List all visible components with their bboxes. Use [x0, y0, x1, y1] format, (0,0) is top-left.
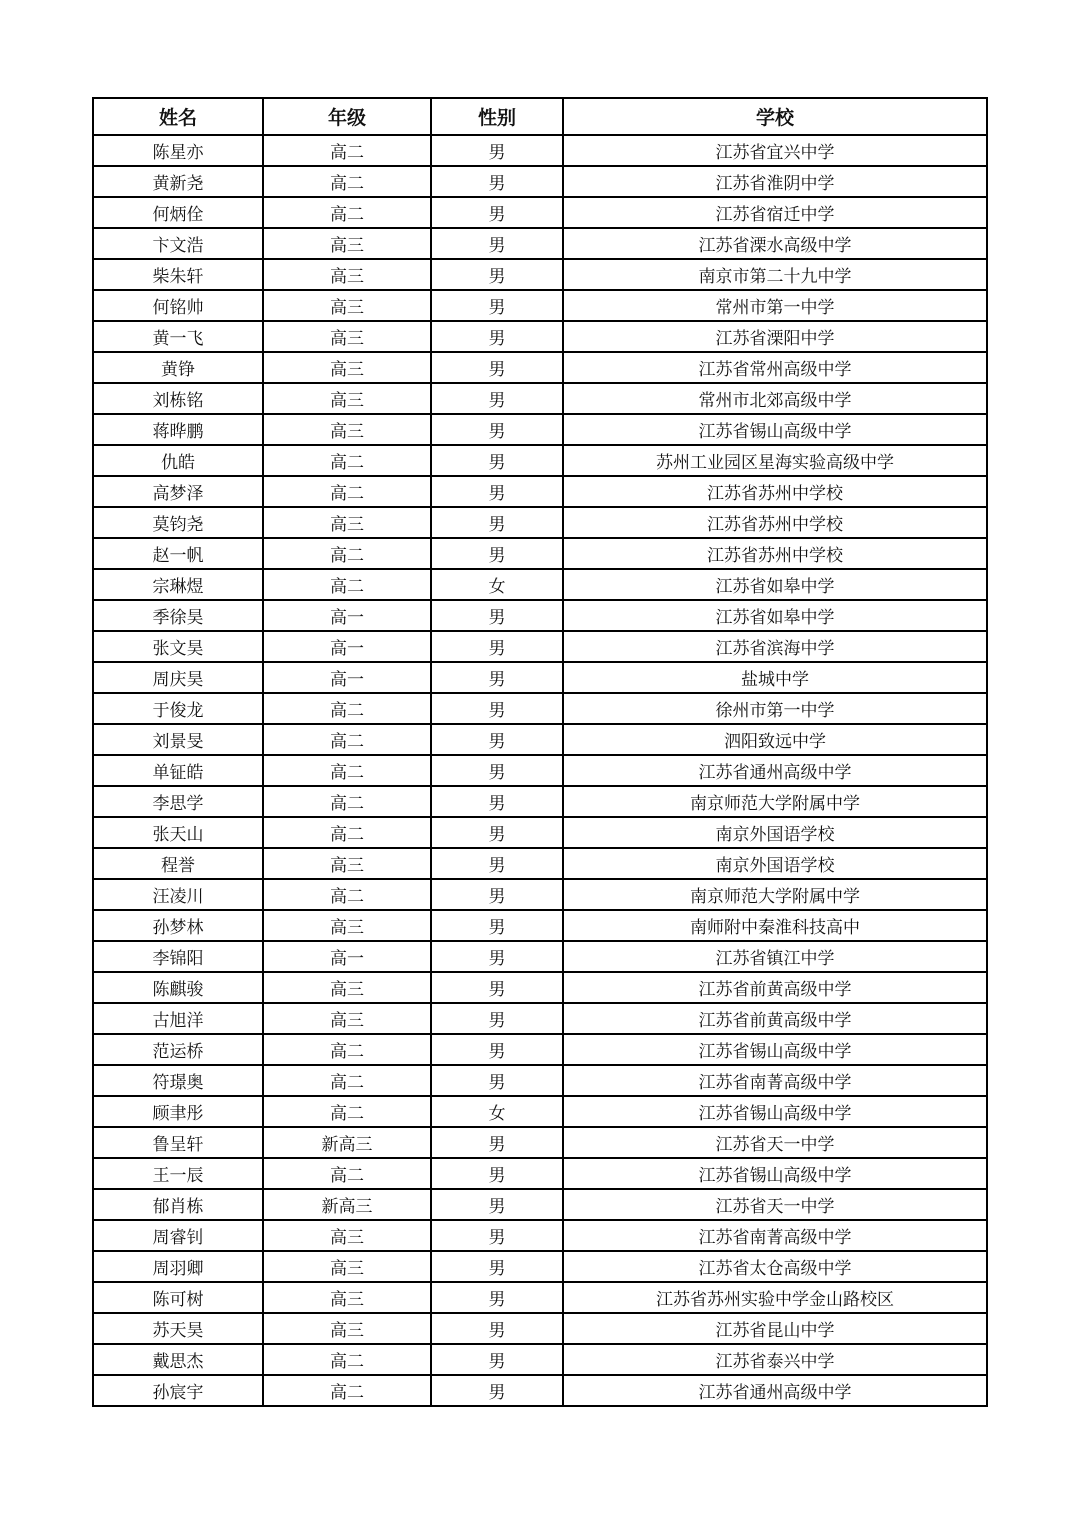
cell-name: 孙梦林 [93, 910, 263, 941]
cell-gender: 男 [431, 1375, 563, 1406]
cell-school: 江苏省锡山高级中学 [563, 1034, 987, 1065]
cell-name: 符璟奥 [93, 1065, 263, 1096]
table-row [93, 817, 987, 848]
student-roster-page [92, 97, 986, 1407]
cell-gender: 男 [431, 135, 563, 166]
cell-name: 周睿钊 [93, 1220, 263, 1251]
cell-grade: 高三 [263, 352, 431, 383]
cell-gender: 男 [431, 1189, 563, 1220]
cell-gender: 男 [431, 352, 563, 383]
cell-gender: 男 [431, 1282, 563, 1313]
cell-school: 南京外国语学校 [563, 848, 987, 879]
header-name: 姓名 [93, 98, 263, 135]
table-row [93, 848, 987, 879]
cell-name: 蒋晔鹏 [93, 414, 263, 445]
cell-school: 南京市第二十九中学 [563, 259, 987, 290]
cell-school: 南京师范大学附属中学 [563, 879, 987, 910]
table-row [93, 631, 987, 662]
cell-gender: 男 [431, 1313, 563, 1344]
table-row [93, 1003, 987, 1034]
table-row [93, 1158, 987, 1189]
cell-grade: 高一 [263, 662, 431, 693]
cell-gender: 男 [431, 445, 563, 476]
cell-grade: 高三 [263, 290, 431, 321]
cell-name: 单钲皓 [93, 755, 263, 786]
cell-grade: 高二 [263, 817, 431, 848]
cell-school: 泗阳致远中学 [563, 724, 987, 755]
cell-name: 李思学 [93, 786, 263, 817]
cell-name: 刘景旻 [93, 724, 263, 755]
cell-grade: 高二 [263, 538, 431, 569]
table-row [93, 290, 987, 321]
cell-gender: 男 [431, 197, 563, 228]
cell-grade: 高三 [263, 383, 431, 414]
cell-school: 常州市北郊高级中学 [563, 383, 987, 414]
table-row [93, 321, 987, 352]
cell-school: 江苏省太仓高级中学 [563, 1251, 987, 1282]
cell-school: 江苏省通州高级中学 [563, 1375, 987, 1406]
cell-gender: 男 [431, 1220, 563, 1251]
table-row [93, 600, 987, 631]
cell-name: 宗琳煜 [93, 569, 263, 600]
cell-gender: 男 [431, 1065, 563, 1096]
table-row [93, 166, 987, 197]
cell-gender: 男 [431, 1251, 563, 1282]
cell-grade: 高三 [263, 228, 431, 259]
cell-name: 季徐昊 [93, 600, 263, 631]
cell-grade: 高二 [263, 1158, 431, 1189]
cell-school: 江苏省宜兴中学 [563, 135, 987, 166]
table-row [93, 352, 987, 383]
cell-grade: 高二 [263, 1034, 431, 1065]
cell-grade: 高二 [263, 786, 431, 817]
cell-school: 江苏省溧水高级中学 [563, 228, 987, 259]
table-row [93, 879, 987, 910]
cell-school: 江苏省苏州中学校 [563, 507, 987, 538]
table-row [93, 197, 987, 228]
cell-school: 江苏省南菁高级中学 [563, 1065, 987, 1096]
table-row [93, 755, 987, 786]
cell-name: 周庆昊 [93, 662, 263, 693]
table-row [93, 693, 987, 724]
cell-school: 江苏省天一中学 [563, 1189, 987, 1220]
cell-gender: 男 [431, 228, 563, 259]
cell-school: 江苏省如皋中学 [563, 569, 987, 600]
cell-grade: 高三 [263, 1251, 431, 1282]
cell-school: 江苏省常州高级中学 [563, 352, 987, 383]
cell-grade: 高三 [263, 259, 431, 290]
cell-school: 南京师范大学附属中学 [563, 786, 987, 817]
cell-school: 苏州工业园区星海实验高级中学 [563, 445, 987, 476]
cell-name: 古旭洋 [93, 1003, 263, 1034]
table-row [93, 786, 987, 817]
cell-grade: 高二 [263, 1096, 431, 1127]
cell-school: 江苏省前黄高级中学 [563, 1003, 987, 1034]
cell-grade: 新高三 [263, 1189, 431, 1220]
cell-school: 江苏省南菁高级中学 [563, 1220, 987, 1251]
cell-grade: 高二 [263, 445, 431, 476]
cell-gender: 男 [431, 538, 563, 569]
cell-gender: 男 [431, 1003, 563, 1034]
cell-name: 卞文浩 [93, 228, 263, 259]
table-row [93, 1313, 987, 1344]
cell-gender: 男 [431, 321, 563, 352]
cell-gender: 男 [431, 1344, 563, 1375]
cell-gender: 男 [431, 1034, 563, 1065]
cell-gender: 男 [431, 1158, 563, 1189]
table-header-row [93, 98, 987, 135]
cell-name: 张文昊 [93, 631, 263, 662]
table-row [93, 1251, 987, 1282]
cell-name: 何炳佺 [93, 197, 263, 228]
table-row [93, 662, 987, 693]
table-row [93, 1127, 987, 1158]
cell-name: 黄一飞 [93, 321, 263, 352]
cell-name: 赵一帆 [93, 538, 263, 569]
cell-grade: 高二 [263, 1344, 431, 1375]
cell-gender: 男 [431, 693, 563, 724]
table-row [93, 259, 987, 290]
cell-gender: 男 [431, 259, 563, 290]
cell-school: 江苏省通州高级中学 [563, 755, 987, 786]
cell-grade: 高三 [263, 972, 431, 1003]
cell-gender: 男 [431, 290, 563, 321]
cell-gender: 男 [431, 848, 563, 879]
cell-grade: 高三 [263, 848, 431, 879]
cell-grade: 高二 [263, 755, 431, 786]
cell-name: 黄新尧 [93, 166, 263, 197]
cell-school: 江苏省宿迁中学 [563, 197, 987, 228]
cell-grade: 高三 [263, 910, 431, 941]
cell-gender: 男 [431, 724, 563, 755]
cell-gender: 女 [431, 569, 563, 600]
cell-gender: 男 [431, 414, 563, 445]
table-row [93, 1189, 987, 1220]
cell-gender: 女 [431, 1096, 563, 1127]
cell-name: 鲁呈轩 [93, 1127, 263, 1158]
header-school: 学校 [563, 98, 987, 135]
table-row [93, 941, 987, 972]
cell-name: 何铭帅 [93, 290, 263, 321]
table-row [93, 1065, 987, 1096]
cell-name: 莫钧尧 [93, 507, 263, 538]
cell-name: 顾聿彤 [93, 1096, 263, 1127]
cell-name: 王一辰 [93, 1158, 263, 1189]
cell-gender: 男 [431, 879, 563, 910]
cell-school: 江苏省镇江中学 [563, 941, 987, 972]
cell-grade: 高一 [263, 941, 431, 972]
cell-gender: 男 [431, 600, 563, 631]
cell-gender: 男 [431, 662, 563, 693]
cell-grade: 高三 [263, 507, 431, 538]
cell-school: 江苏省滨海中学 [563, 631, 987, 662]
cell-school: 南京外国语学校 [563, 817, 987, 848]
cell-name: 戴思杰 [93, 1344, 263, 1375]
student-roster-table [92, 97, 988, 1407]
table-row [93, 414, 987, 445]
table-row [93, 1220, 987, 1251]
table-row [93, 135, 987, 166]
cell-grade: 高二 [263, 693, 431, 724]
table-row [93, 1375, 987, 1406]
cell-grade: 高三 [263, 414, 431, 445]
cell-grade: 高三 [263, 1220, 431, 1251]
cell-school: 江苏省天一中学 [563, 1127, 987, 1158]
cell-name: 于俊龙 [93, 693, 263, 724]
cell-grade: 高二 [263, 135, 431, 166]
cell-school: 江苏省泰兴中学 [563, 1344, 987, 1375]
cell-school: 江苏省溧阳中学 [563, 321, 987, 352]
table-row [93, 1034, 987, 1065]
cell-gender: 男 [431, 1127, 563, 1158]
cell-gender: 男 [431, 941, 563, 972]
cell-grade: 高二 [263, 1065, 431, 1096]
cell-grade: 高二 [263, 166, 431, 197]
cell-gender: 男 [431, 972, 563, 1003]
cell-school: 江苏省锡山高级中学 [563, 1096, 987, 1127]
cell-grade: 高二 [263, 197, 431, 228]
cell-gender: 男 [431, 476, 563, 507]
table-row [93, 445, 987, 476]
table-body [93, 135, 987, 1406]
cell-name: 李锦阳 [93, 941, 263, 972]
table-row [93, 507, 987, 538]
cell-school: 江苏省如皋中学 [563, 600, 987, 631]
table-row [93, 910, 987, 941]
cell-school: 盐城中学 [563, 662, 987, 693]
cell-gender: 男 [431, 383, 563, 414]
cell-name: 汪凌川 [93, 879, 263, 910]
cell-school: 江苏省昆山中学 [563, 1313, 987, 1344]
cell-school: 江苏省苏州中学校 [563, 476, 987, 507]
cell-school: 江苏省锡山高级中学 [563, 1158, 987, 1189]
cell-grade: 高二 [263, 879, 431, 910]
cell-name: 陈麒骏 [93, 972, 263, 1003]
table-row [93, 1096, 987, 1127]
cell-name: 周羽卿 [93, 1251, 263, 1282]
cell-grade: 高二 [263, 1375, 431, 1406]
cell-name: 孙宸宇 [93, 1375, 263, 1406]
cell-grade: 高三 [263, 321, 431, 352]
cell-name: 柴朱轩 [93, 259, 263, 290]
table-row [93, 569, 987, 600]
cell-name: 高梦泽 [93, 476, 263, 507]
table-row [93, 476, 987, 507]
cell-school: 江苏省苏州实验中学金山路校区 [563, 1282, 987, 1313]
table-row [93, 1344, 987, 1375]
cell-school: 南师附中秦淮科技高中 [563, 910, 987, 941]
cell-name: 苏天昊 [93, 1313, 263, 1344]
cell-name: 张天山 [93, 817, 263, 848]
table-row [93, 724, 987, 755]
cell-name: 陈星亦 [93, 135, 263, 166]
cell-name: 陈可树 [93, 1282, 263, 1313]
cell-school: 常州市第一中学 [563, 290, 987, 321]
cell-name: 黄铮 [93, 352, 263, 383]
cell-grade: 高二 [263, 569, 431, 600]
cell-grade: 高二 [263, 724, 431, 755]
table-row [93, 972, 987, 1003]
cell-gender: 男 [431, 910, 563, 941]
cell-grade: 新高三 [263, 1127, 431, 1158]
cell-gender: 男 [431, 817, 563, 848]
cell-grade: 高二 [263, 476, 431, 507]
cell-grade: 高三 [263, 1003, 431, 1034]
header-gender: 性别 [431, 98, 563, 135]
cell-grade: 高一 [263, 631, 431, 662]
table-row [93, 383, 987, 414]
cell-school: 江苏省淮阴中学 [563, 166, 987, 197]
table-row [93, 538, 987, 569]
cell-gender: 男 [431, 631, 563, 662]
cell-school: 江苏省锡山高级中学 [563, 414, 987, 445]
cell-gender: 男 [431, 507, 563, 538]
table-row [93, 1282, 987, 1313]
cell-school: 江苏省苏州中学校 [563, 538, 987, 569]
cell-school: 江苏省前黄高级中学 [563, 972, 987, 1003]
cell-name: 刘栋铭 [93, 383, 263, 414]
cell-gender: 男 [431, 166, 563, 197]
cell-name: 范运桥 [93, 1034, 263, 1065]
cell-name: 程誉 [93, 848, 263, 879]
table-row [93, 228, 987, 259]
cell-name: 郁肖栋 [93, 1189, 263, 1220]
cell-school: 徐州市第一中学 [563, 693, 987, 724]
cell-grade: 高一 [263, 600, 431, 631]
cell-grade: 高三 [263, 1282, 431, 1313]
cell-gender: 男 [431, 786, 563, 817]
cell-gender: 男 [431, 755, 563, 786]
cell-grade: 高三 [263, 1313, 431, 1344]
header-grade: 年级 [263, 98, 431, 135]
cell-name: 仇皓 [93, 445, 263, 476]
